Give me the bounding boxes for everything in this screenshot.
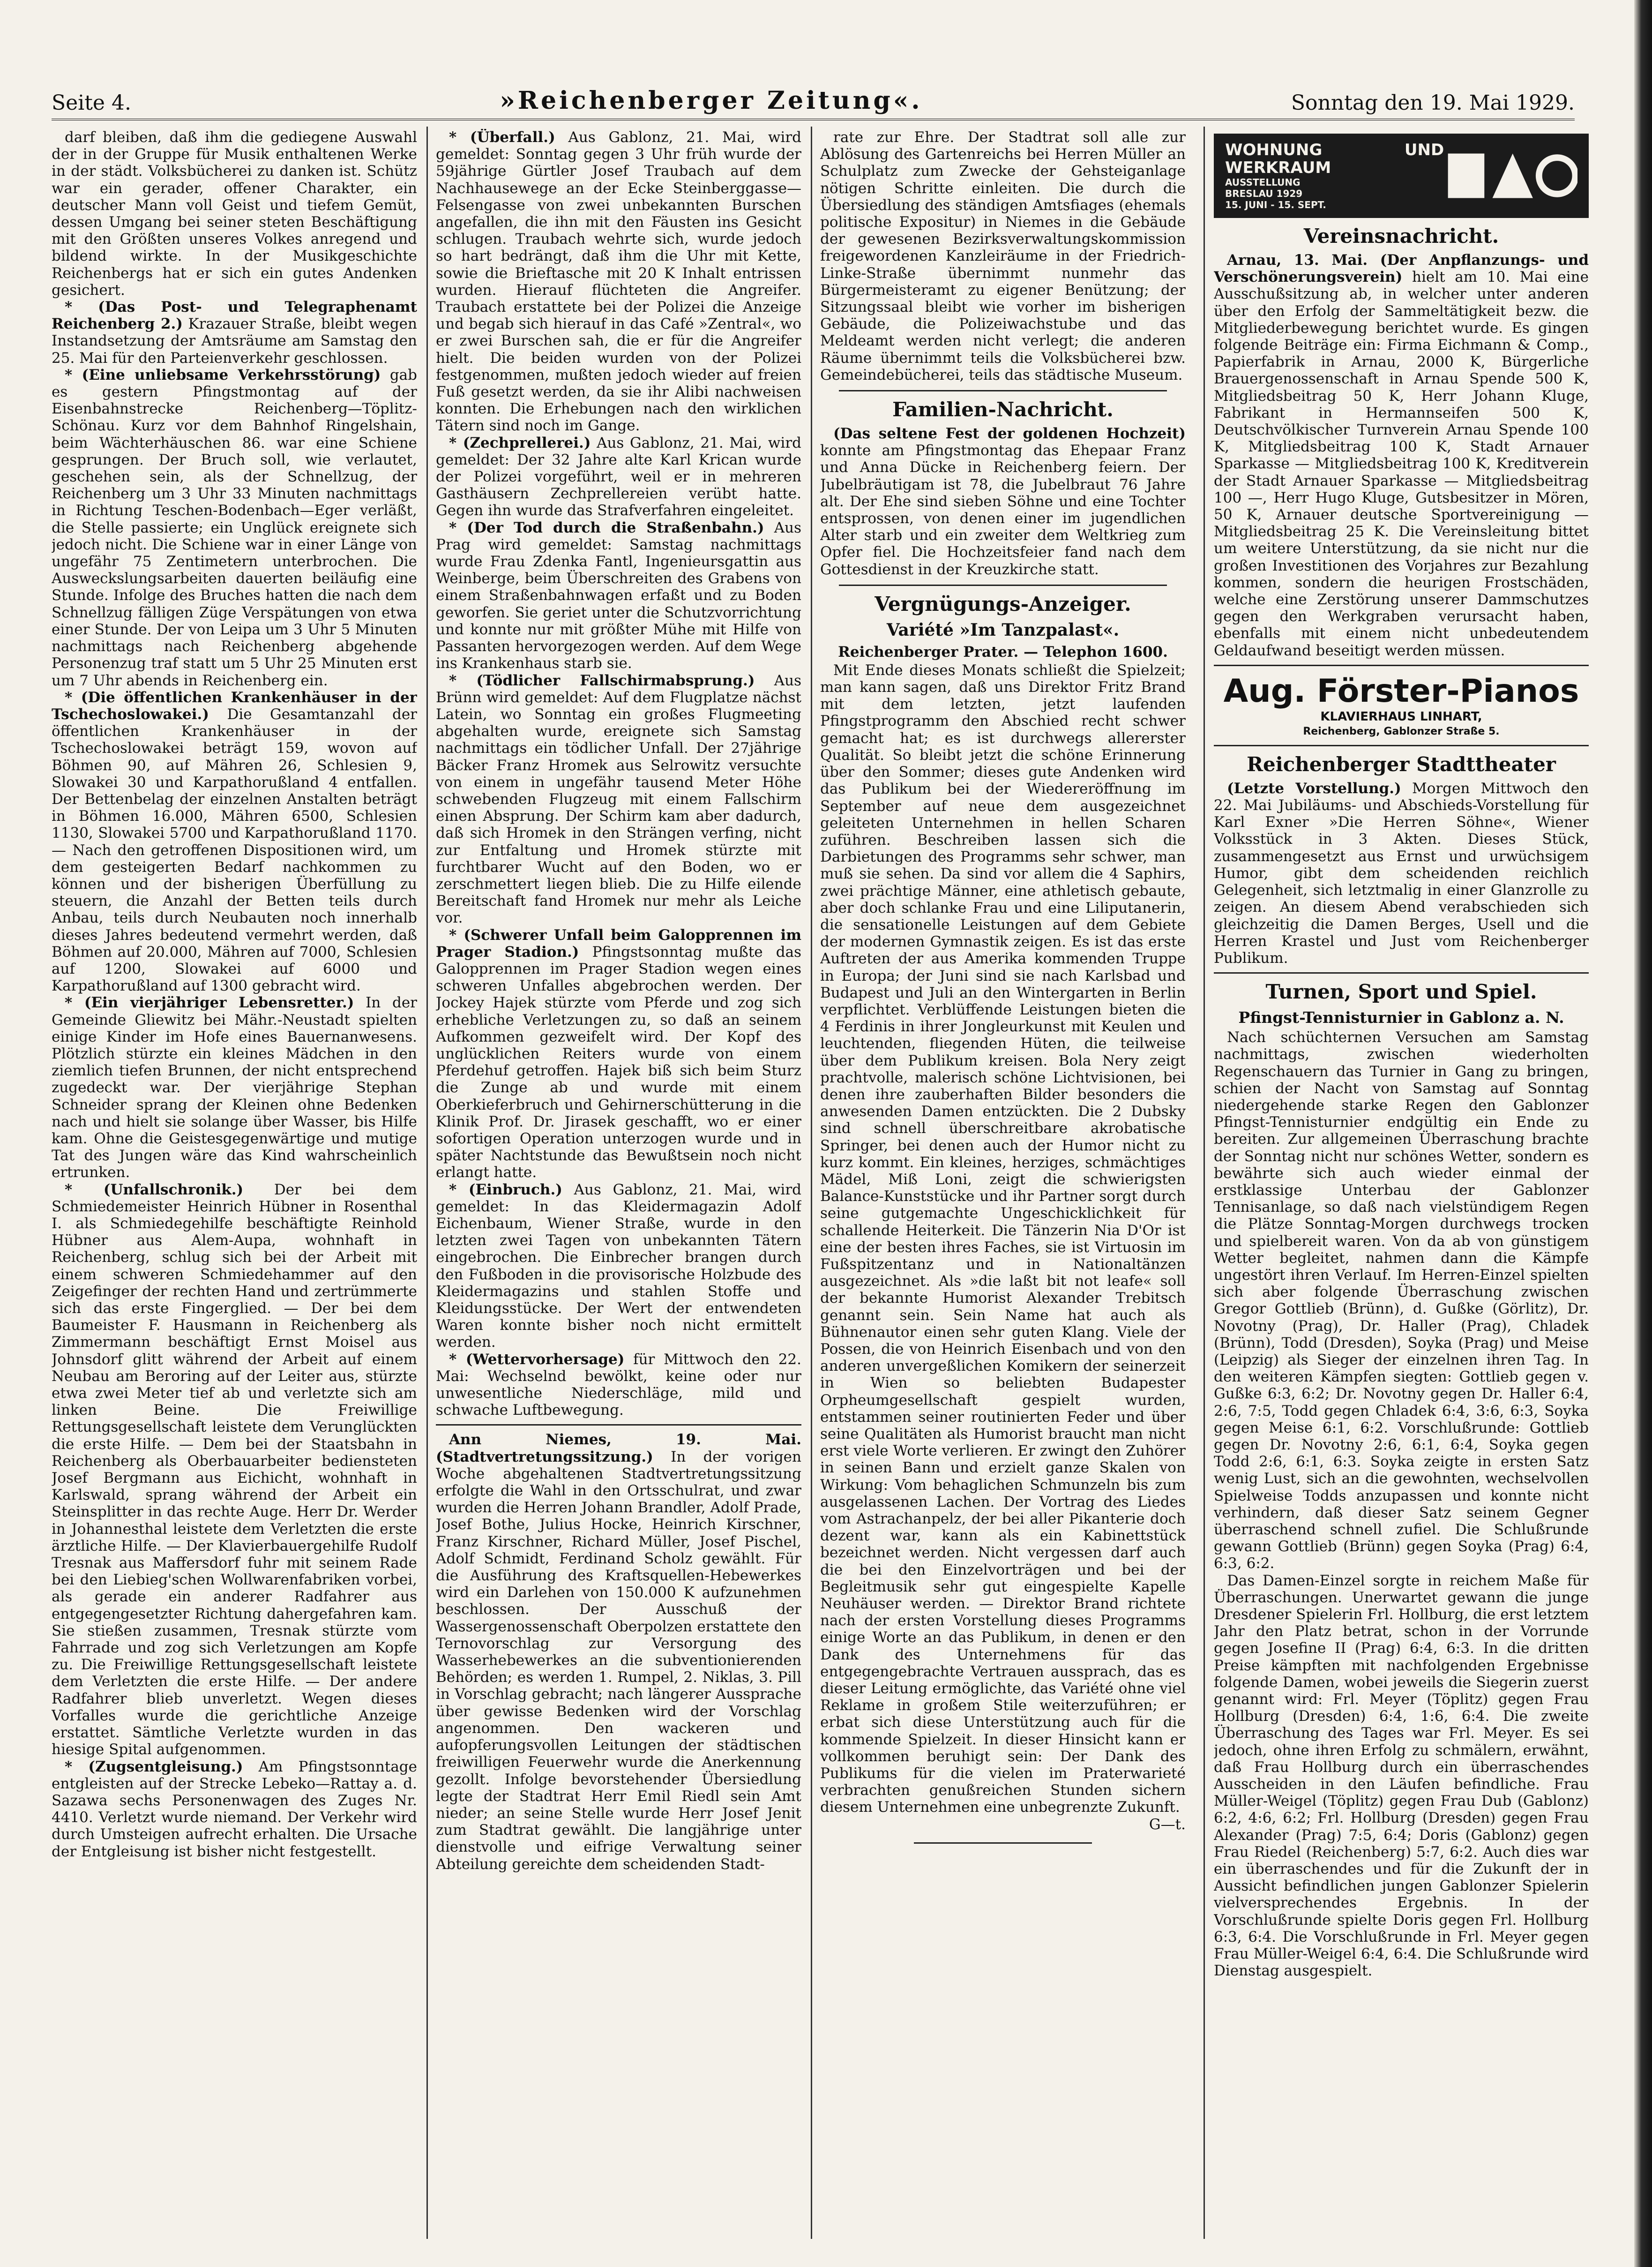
- article-headline: Ann Niemes, 19. Mai. (Stadtvertretungssitzung.): [436, 1431, 801, 1465]
- article-headline: * (Überfall.): [449, 129, 555, 146]
- article-text: Aus Prag wird gemeldet: Samstag nachmittags wurde Frau Zdenka Fantl, Ingenieursgattin aus Weinberge, beim Überschreiten des Grabens von einem Straßenbahnwagen erfaßt und zu Boden geworfen. Sie geriet unter die Schutzvorrichtung und konnte nur mit größter Mühe mit Hilfe von Passanten hervorgezogen werden. Auf dem Wege ins Krankenhaus starb sie.: [436, 519, 801, 672]
- section-title: Familien-Nachricht.: [892, 398, 1114, 421]
- article-text: In der vorigen Woche abgehaltenen Stadtvertretungssitzung erfolgte die Wahl in den Ortsschulrat, und zwar wurden die Herren Johann Brandler, Adolf Prade, Josef Bothe, Julius Hocke, Heinrich Kirschner, Franz Kirschner, Richard Müller, Josef Pischel, Adolf Schmidt, Ferdinand Scholz gewählt. Für die Ausführung des Kraftsquellen-Hebewerkes wird ein Darlehen von 150.000 K aufzunehmen beschlossen. Der Ausschuß der Wassergenossenschaft Oberpolzen erstattete den Ternovorschlag zur Versorgung des Wasserhebewerkes an die subventionierenden Behörden; es werden 1. Rumpel, 2. Niklas, 3. Pill in Vorschlag gebracht; nach längerer Aussprache über gewisse Bedenken wird der Vorschlag angenommen. Den wackeren und aufopferungsvollen Leitungen der städtischen freiwilligen Feuerwehr wurde die Anerkennung gezollt. Infolge bevorstehender Übersiedlung legte der Stadtrat Herr Emil Riedl sein Amt nieder; an seine Stelle wurde Herr Josef Jenit zum Stadtrat gewählt. Die langjährige unter dienstvolle und eifrige Verwaltung seiner Abteilung gereichte dem scheidenden Stadt-: [436, 1448, 801, 1873]
- article-text: hielt am 10. Mai eine Ausschußsitzung ab, in welcher unter anderen über den Erfolg der Sammeltätigkeit bezw. die Mitgliederbewegung berichtet wurde. Es gingen folgende Beiträge ein: Firma Eichmann & Comp., Papierfabrik in Arnau, 2000 K, Bürgerliche Brauergenossenschaft in Arnau Spende 500 K, Mitgliedsbeitrag 50 K, Herr Johann Kluge, Fabrikant in Hermannseifen 500 K, Deutschvölkischer Turnverein Arnau Spende 100 K, Mitgliedsbeitrag 100 K, Stadt Arnauer Sparkasse — Mitgliedsbeitrag 100 K, Kreditverein der Stadt Arnauer Sparkasse — Mitgliedsbeitrag 100 —, Herr Hugo Kluge, Gutsbesitzer in Mören, 50 K, Arnauer deutsche Sportvereinigung — Mitgliedsbeitrag 25 K. Die Vereinsleitung bittet um weitere Unterstützung, da sie nicht nur die großen Investitionen des Vorjahres zur Bezahlung kommen, sondern die heurigen Frostschäden, welche eine Zerstörung unserer Dammschutzes gegen den Werkgraben verursacht haben, ebenfalls mit einem nicht unbedeutendem Geldaufwand beseitigt werden müssen.: [1214, 269, 1589, 659]
- article: [1214, 780, 1589, 967]
- ad-line: BRESLAU 1929: [1225, 188, 1303, 199]
- article-headline: * (Das Post- und Telegraphenamt Reichenberg 2.): [52, 299, 417, 333]
- divider: [1214, 665, 1589, 666]
- column-3: [820, 129, 1186, 2239]
- article-text: Aus Gablonz, 21. Mai, wird gemeldet: In das Kleidermagazin Adolf Eichenbaum, Wiener Straße, wurde in den letzten zwei Tagen von unbekannten Tätern eingebrochen. Die Einbrecher brangen durch den Fußboden in die provisorische Holzbude des Kleidermagazins und stahlen Stoffe und Kleidungsstücke. Der Wert der entwendeten Waren konnte bisher noch nicht ermittelt werden.: [436, 1181, 801, 1351]
- ad-line: AUSSTELLUNG: [1225, 177, 1301, 188]
- article-headline: * (Zugsentgleisung.): [65, 1758, 243, 1775]
- article: [436, 927, 801, 1181]
- exhibition-advertisement: [1214, 134, 1589, 218]
- section-title: Turnen, Sport und Spiel.: [1265, 980, 1537, 1004]
- article: [436, 672, 801, 927]
- article-text: Nach schüchternen Versuchen am Samstag nachmittags, zwischen wiederholten Regenschauern das Turnier in Gang zu bringen, schien der Nacht von Samstag auf Sonntag niedergehende starke Regen den Gablonzer Pfingst-Tennisturnier endgültig ein Ende zu bereiten. Zur allgemeinen Überraschung brachte der Sonntag nicht nur schönes Wetter, sondern es bewährte sich auch wieder einmal der erstklassige Unterbau der Gablonzer Tennisanlage, so daß nach vielstündigem Regen die Plätze Sonntag-Morgen durchwegs trocken und spielbereit waren. Von da ab von günstigem Wetter begleitet, nahmen dann die Kämpfe ungestört ihren Verlauf. Im Herren-Einzel spielten sich aber folgende Überraschung zwischen Gregor Gottlieb (Brünn), d. Gußke (Görlitz), Dr. Novotny (Prag), Dr. Haller (Prag), Chladek (Brünn), Todd (Dresden), Soyka (Prag) und Meise (Leipzig) als Sieger der einzelnen ihren Tag. In den weiteren Kämpfen siegten: Gottlieb gegen v. Gußke 6:3, 6:2; Dr. Novotny gegen Dr. Haller 6:4, 2:6, 7:5, Todd gegen Chladek 6:4, 3:6, 6:3, Soyka gegen Meise 6:1, 6:2. Vorschlußrunde: Gottlieb gegen Dr. Novotny 2:6, 6:1, 6:4, Soyka gegen Todd 2:6, 6:1, 6:3. Soyka zeigte in ersten Satz wenig Lust, sich an die gewohnten, wechselvollen Spielweise Todds anzupassen und konnte nicht verhindern, daß dieser Satz seinem Gegner überraschend schnell zufiel. Die Schlußrunde gewann Gottlieb (Brünn) gegen Soyka (Prag) 6:4, 6:3, 6:2.: [1214, 1029, 1589, 1572]
- article-text: Das Damen-Einzel sorgte in reichem Maße für Überraschungen. Unerwartet gewann die junge Dresdener Spielerin Frl. Hollburg, die erst letztem Jahr den Platz betrat, schon in der Vorrunde gegen Josefine II (Prag) 6:4, 6:3. In die dritten Preise kämpften mit nachfolgenden Ergebnisse folgende Damen, wobei jeweils die Siegerin zuerst genannt wird: Frl. Meyer (Töplitz) gegen Frau Hollburg (Dresden) 6:4, 1:6, 6:4. Die zweite Überraschung des Tages war Frl. Meyer. Es sei jedoch, ohne ihren Erfolg zu schmälern, erwähnt, daß Frau Hollburg durch ein überraschendes Ausscheiden in den Läufen befindliche. Frau Müller-Weigel (Töplitz) gegen Frau Dub (Gablonz) 6:2, 4:6, 6:2; Frl. Hollburg (Dresden) gegen Frau Alexander (Prag) 7:5, 6:4; Doris (Gablonz) gegen Frau Riedel (Reichenberg) 5:7, 6:2. Auch dies war ein überraschendes und für die Zukunft der in Aussicht befindlichen jungen Gablonzer Spielerin vielversprechendes Ergebnis. In der Vorschlußrunde spielte Doris gegen Frl. Hollburg 6:3, 6:4. Die Vorschlußrunde in Frl. Meyer gegen Frau Müller-Weigel 6:4, 6:4. Die Schlußrunde wird Dienstag ausgespielt.: [1214, 1572, 1589, 1980]
- column-2: [436, 129, 801, 2239]
- scan-edge: [1634, 0, 1652, 2267]
- column-rule: [1203, 127, 1205, 2239]
- article: [436, 519, 801, 672]
- article-headline: * (Unfallschronik.): [65, 1181, 244, 1198]
- section-subtitle: Reichenberger Prater. — Telephon 1600.: [838, 643, 1168, 661]
- column-rule: [426, 127, 428, 2239]
- article: [52, 689, 417, 995]
- ad-text: [1225, 141, 1444, 210]
- article: [52, 129, 417, 299]
- ad-line: KLAVIERHAUS LINHART,: [1320, 709, 1482, 724]
- article-text: Aus Gablonz, 21. Mai, wird gemeldet: Sonntag gegen 3 Uhr früh wurde der 59jährige Gürtler Josef Traubach auf dem Nachhausewege an der Ecke Steinberggasse—Felsengasse von zwei unbekannten Burschen angefallen, die ihn mit den Fäusten ins Gesicht schlugen. Traubach wehrte sich, wurde jedoch so hart bedrängt, daß ihm die Uhr mit Kette, sowie die Brieftasche mit 20 K Inhalt entrissen wurden. Hierauf flüchteten die Angreifer. Traubach erstattete bei der Polizei die Anzeige und begab sich hierauf in das Café »Zentral«, wo er zwei Burschen sah, die er für die Angreifer hielt. Die beiden wurden von der Polizei festgenommen, mußten jedoch wieder auf freien Fuß gesetzt werden, da sie ihr Alibi nachweisen konnten. Die Erhebungen nach den wirklichen Tätern sind noch im Gange.: [436, 129, 801, 435]
- ad-line: 15. JUNI - 15. SEPT.: [1225, 199, 1326, 210]
- article-text: Die Gesamtanzahl der öffentlichen Krankenhäuser in der Tschechoslowakei beträgt 159, wovon auf Böhmen 90, auf Mähren 26, Schlesien 9, Slowakei 30 und Karpathorußland 4 entfallen. Der Bettenbelag der einzelnen Anstalten beträgt in Böhmen 16.000, Mähren 6500, Schlesien 1130, Slowakei 5700 und Karpathorußland 1170. — Nach den getroffenen Dispositionen wird, um dem gesteigerten Bedarf nachkommen zu können und der bisherigen Überfüllung zu steuern, die Anzahl der Betten teils durch Anbau, teils durch Neubauten noch innerhalb dieses Jahres bedeutend vermehrt werden, daß Böhmen auf 20.000, Mähren auf 7000, Schlesien auf 1200, Slowakei auf 6000 und Karpathorußland auf 1300 gebracht wird.: [52, 706, 417, 995]
- article-headline: * (Der Tod durch die Straßenbahn.): [449, 519, 764, 536]
- article-text: gab es gestern Pfingstmontag auf der Eisenbahnstrecke Reichenberg—Töplitz-Schönau. Kurz vor dem Bahnhof Ringelshain, beim Wächterhäuschen 86. war eine Schiene gesprungen. Der Bruch soll, wie verlautet, geschehen sein, als der Schnellzug, der Reichenberg um 3 Uhr 33 Minuten nachmittags in Richtung Teschen-Bodenbach—Eger verläßt, die Stelle passierte; ein Unglück ereignete sich jedoch nicht. Die Schiene war in einer Länge von ungefähr 75 Zentimetern unterbrochen. Die Ausweckslungsarbeiten dauerten beiläufig eine Stunde. Infolge des Bruches hatten die nach dem Schnellzug fälligen Züge Verspätungen von etwa einer Stunde. Der von Leipa um 3 Uhr 5 Minuten nachmittags nach Reichenberg abgehende Personenzug traf statt um 5 Uhr 25 Minuten erst um 7 Uhr abends in Reichenberg ein.: [52, 366, 417, 689]
- section-title: Vereinsnachricht.: [1303, 225, 1499, 248]
- article-text: darf bleiben, daß ihm die gediegene Auswahl der in der Gruppe für Musik enthaltenen Werke in der städt. Volksbücherei zu danken ist. Schütz war ein gerader, offener Charakter, ein deutscher Mann voll Geist und tiefem Gemüt, dessen Umgang bei seiner steten Beschäftigung mit den Größten unseres Volkes anregend und bildend wirkte. In der Musikgeschichte Reichenbergs hat er sich ein gutes Andenken gesichert.: [52, 129, 417, 299]
- section-subtitle: Pfingst-Tennisturnier in Gablonz a. N.: [1238, 1008, 1564, 1027]
- section-title: Reichenberger Stadttheater: [1247, 752, 1556, 776]
- divider: [914, 1842, 1092, 1844]
- article-text: Aus Gablonz, 21. Mai, wird gemeldet: Der 32 Jahre alte Karl Krican wurde der Polizei vorgeführt, weil er in mehreren Gasthäusern Zechprellereien verübt hatte. Gegen ihn wurde das Strafverfahren eingeleitet.: [436, 434, 801, 519]
- masthead: »Reichenberger Zeitung«.: [500, 86, 923, 115]
- article: [820, 662, 1186, 1816]
- article-headline: * (Wettervorhersage): [449, 1351, 625, 1368]
- article-text: Morgen Mittwoch den 22. Mai Jubiläums- und Abschieds-Vorstellung für Karl Exner »Die Herren Söhne«, Wiener Volksstück in 3 Akten. Dieses Stück, zusammengesetzt aus Ernst und urwüchsigem Humor, gibt dem scheidenden reichlich Gelegenheit, sich letztmalig in einer Glanzrolle zu zeigen. An diesem Abend verabschieden sich gleichzeitig die Damen Berges, Usell und die Herren Krastel und Just vom Reichenberger Publikum.: [1214, 780, 1589, 967]
- article: [436, 1431, 801, 1872]
- divider: [1214, 972, 1589, 974]
- article-text: Mit Ende dieses Monats schließt die Spielzeit; man kann sagen, daß uns Direktor Fritz Brand mit dem letzten, jetzt laufenden Pfingstprogramm den Abschied recht schwer gemacht hat; es ist durchwegs allererster Qualität. So bleibt jetzt die schöne Erinnerung über den Sommer; dieses gute Andenken wird das Publikum bei der Wiedereröffnung im September auf neue dem ausgezeichnet geleiteten Unternehmen in hellen Scharen zuführen. Beschreiben lassen sich die Darbietungen des Programms sehr schwer, man muß sie sehen. Da sind vor allem die 4 Saphirs, zwei prächtige Männer, eine athletisch gebaute, aber doch schlanke Frau und eine Liliputanerin, die sensationelle Leistungen auf dem Gebiete der modernen Gymnastik zeigen. Es ist das erste Auftreten der aus Amerika kommenden Truppe in Europa; der Juni sind sie nach Karlsbad und Budapest und Juli an den Wintergarten in Berlin verpflichtet. Verblüffende Leistungen bieten die 4 Ferdinis in ihrer Jongleurkunst mit Keulen und leuchtenden, fliegenden Hüten, die teilweise über dem Publikum kreisen. Bola Nery zeigt prachtvolle, malerisch schöne Lichtvisionen, bei denen ihre zauberhaften Bilder besonders die anwesenden Damen entzückten. Die 2 Dubsky sind schnell überschreitbare akrobatische Springer, bei denen auch der Humor nicht zu kurz kommt. Ein kleines, herziges, schmächtiges Mädel, Miß Loni, zeigt die schwierigsten Balance-Kunststücke und ihr Partner sorgt durch seine gutgemachte Ungeschicklichkeit für schallende Heiterkeit. Die Tänzerin Nia D'Or ist eine der besten ihres Faches, sie ist Virtuosin im Fußspitzentanz und in Nationaltänzen ausgezeichnet. Als »die laßt bit not leafe« soll der bekannte Humorist Alexander Trebitsch genannt sein. Sein Name hat auch als Bühnenautor einen sehr guten Klang. Viele der Possen, die von Heinrich Eisenbach und von den anderen unvergeßlichen Komikern der seinerzeit in Wien so beliebten Budapester Orpheumgesellschaft gespielt wurden, entstammen seiner routinierten Feder und über seine Qualitäten als Humorist braucht man nicht erst viele Worte verlieren. Er zwingt den Zuhörer in seinen Bann und erzielt ganze Skalen von Wirkung: Vom behaglichen Schmunzeln bis zum ausgelassenen Lachen. Der Vortrag des Liedes vom Astrachanpelz, der bei aller Pikanterie doch dezent war, kann als ein Kabinettstück bezeichnet werden. Nicht vergessen darf auch die bei den Einzelvorträgen und bei der Begleitmusik sehr gut eingespielte Kapelle Neuhäuser werden. — Direktor Brand richtete nach der ersten Vorstellung dieses Programms einige Worte an das Publikum, in denen er den Dank des Unternehmens für das entgegengebrachte Vertrauen aussprach, das es dieser Leitung ermöglichte, das Variété ohne viel Reklame in großem Stile weiterzuführen; er erbat sich diese Unterstützung auch für die kommende Spielzeit. In dieser Hinsicht kann er vollkommen beruhigt sein: Der Dank des Publikums für die vielen im Praterwarieté verbrachten genußreichen Stunden sichern diesem Unternehmen eine unbegrenzte Zukunft.: [820, 661, 1186, 1816]
- article-text: konnte am Pfingstmontag das Ehepaar Franz und Anna Dücke in Reichenberg feiern. Der Jubelbräutigam ist 78, die Jubelbraut 76 Jahre alt. Der Ehe sind sieben Söhne und eine Tochter entsprossen, von denen einer im jugendlichen Alter starb und ein zweiter dem Weltkrieg zum Opfer fiel. Die Hochzeitsfeier fand nach dem Gottesdienst in der Kreuzkirche statt.: [820, 442, 1186, 578]
- article-text: für Mittwoch den 22. Mai: Wechselnd bewölkt, keine oder nur unwesentliche Niederschläge, mild und schwache Luftbewegung.: [436, 1351, 801, 1419]
- article: [1214, 1029, 1589, 1572]
- article: [52, 1181, 417, 1758]
- column-4: [1214, 129, 1589, 2239]
- piano-advertisement: [1214, 674, 1589, 739]
- exhibition-logo-icon: [1444, 141, 1577, 211]
- article: [52, 367, 417, 689]
- article: [52, 1758, 417, 1860]
- article-text: Pfingstsonntag mußte das Galopprennen im Prager Stadion wegen eines schweren Unfalles abgebrochen werden. Der Jockey Hajek stürzte vom Pferde und zog sich erhebliche Verletzungen zu, so daß an seinem Aufkommen gezweifelt wird. Der Kopf des unglücklichen Reiters wurde von einem Pferdehuf getroffen. Hajek biß sich beim Sturz die Zunge ab und wurde mit einem Oberkieferbruch und Gehirnerschütterung in die Klinik Prof. Dr. Jirasek geschafft, wo er einer sofortigen Operation unterzogen wurde und in später Nachtstunde das Bewußtsein noch nicht erlangt hatte.: [436, 943, 801, 1181]
- ad-address: Reichenberg, Gablonzer Straße 5.: [1303, 725, 1500, 737]
- article-text: Am Pfingstsonntage entgleisten auf der Strecke Lebeko—Rattay a. d. Sazawa sechs Personenwagen des Zuges Nr. 4410. Verletzt wurde niemand. Der Verkehr wird durch Umsteigen aufrecht erhalten. Die Ursache der Entgleisung ist bisher nicht festgestellt.: [52, 1758, 417, 1860]
- author-signature: G—t.: [1149, 1816, 1186, 1833]
- article-text: Aus Brünn wird gemeldet: Auf dem Flugplatze nächst Latein, wo Sonntag ein großes Flugmeeting abgehalten wurde, ereignete sich Samstag nachmittags ein tödlicher Unfall. Der 27jährige Bäcker Franz Hromek aus Selrowitz versuchte von einem in ungefähr tausend Meter Höhe schwebenden Flugzeug mit einem Fallschirm einen Absprung. Der Schirm kam aber dadurch, daß sich Hromek in den Strängen verfing, nicht zur Entfaltung und Hromek stürzte mit furchtbarer Wucht auf den Boden, wo er zerschmettert liegen blieb. Die zu Hilfe eilende Bereitschaft fand Hromek nur mehr als Leiche vor.: [436, 672, 801, 927]
- page-header: [52, 82, 1575, 120]
- article: [1214, 1572, 1589, 1980]
- column-1: [52, 129, 417, 2239]
- divider: [1214, 745, 1589, 746]
- column-rule: [811, 127, 812, 2239]
- article: [436, 129, 801, 435]
- article-text: In der Gemeinde Gliewitz bei Mähr.-Neustadt spielten einige Kinder im Hofe eines Bauernanwesens. Plötzlich stürzte ein kleines Mädchen in den ziemlich tiefen Brunnen, der nicht entsprechend zugedeckt war. Der vierjährige Stephan Schneider sprang der Kleinen ohne Bedenken nach und hielt sie solange über Wasser, bis Hilfe kam. Ohne die Geistesgegenwärtige und mutige Tat des Jungen wäre das Kind wahrscheinlich ertrunken.: [52, 994, 417, 1181]
- issue-date: Sonntag den 19. Mai 1929.: [1291, 91, 1575, 115]
- article-headline: * (Schwerer Unfall beim Galopprennen im Prager Stadion.): [436, 926, 801, 961]
- article: [820, 425, 1186, 578]
- article: [1214, 252, 1589, 659]
- section-title: Vergnügungs-Anzeiger.: [875, 592, 1131, 616]
- article-headline: (Das seltene Fest der goldenen Hochzeit): [833, 425, 1186, 443]
- ad-line: WOHNUNG UND WERKRAUM: [1225, 141, 1444, 177]
- article-headline: (Letzte Vorstellung.): [1227, 780, 1401, 797]
- article-text: Krazauer Straße, bleibt wegen Instandsetzung der Amtsräume am Samstag den 25. Mai für den Parteienverkehr geschlossen.: [52, 315, 417, 367]
- divider: [839, 585, 1167, 586]
- article-headline: * (Zechprellerei.): [449, 434, 591, 451]
- page-number: Seite 4.: [52, 91, 131, 115]
- article-headline: * (Tödlicher Fallschirmabsprung.): [449, 672, 755, 689]
- divider: [436, 1424, 801, 1426]
- article-headline: * (Einbruch.): [449, 1181, 562, 1198]
- article: [436, 1351, 801, 1419]
- article-headline: Arnau, 13. Mai. (Der Anpflanzungs- und Verschönerungsverein): [1214, 252, 1589, 286]
- section-subtitle: Variété »Im Tanzpalast«.: [886, 620, 1120, 640]
- article: [52, 994, 417, 1181]
- article-text: rate zur Ehre. Der Stadtrat soll alle zur Ablösung des Gartenreichs bei Herren Müller an Schulplatz zum Zwecke der Gehsteiganlage nötigen Schritte einleiten. Die durch die Übersiedlung des ständigen Amtsfiages (ehemals politische Expositur) in Niemes in die Gebäude der gewesenen Bezirksverwaltungskommission freigewordenen Kanzleiräume in der Friedrich-Linke-Straße übernimmt nunmehr das Bürgermeisteramt zu eigener Benützung; der Sitzungssaal bleibt wie vorher im bisherigen Gebäude, die Polizeiwachstube und das Meldeamt werden nicht verlegt; die anderen Räume übernimmt teils die Volksbücherei bzw. Gemeindebücherei, teils das städtische Museum.: [820, 129, 1186, 383]
- article-headline: * (Eine unliebsame Verkehrsstörung): [65, 366, 381, 383]
- ad-headline: Aug. Förster-Pianos: [1223, 672, 1579, 710]
- article: [436, 1181, 801, 1351]
- article-text: Der bei dem Schmiedemeister Heinrich Hübner in Rosenthal I. als Schmiedegehilfe beschäftigte Reinhold Hübner aus Alem-Aupa, wohnhaft in Reichenberg, schlug sich bei der Arbeit mit einem schweren Schmiedehammer auf den Zeigefinger der rechten Hand und zertrümmerte sich das erste Fingerglied. — Der bei dem Baumeister F. Hausmann in Reichenberg als Zimmermann beschäftigt Ernst Moisel aus Johnsdorf glitt während der Arbeit auf einem Neubau am Beroring auf der Leiter aus, stürzte etwa zwei Meter tief ab und verletzte sich am linken Beine. Die Freiwillige Rettungsgesellschaft leistete dem Verunglückten die erste Hilfe. — Dem bei der Staatsbahn in Reichenberg als Oberbauarbeiter bediensteten Josef Bergmann aus Eichicht, wohnhaft in Karlswald, sprang während der Arbeit ein Steinsplitter in das rechte Auge. Herr Dr. Werder in Johannesthal leistete dem Verletzten die erste ärztliche Hilfe. — Der Klavierbauergehilfe Rudolf Tresnak aus Maffersdorf fuhr mit seinem Rade bei den Liebieg'schen Wollwarenfabriken vorbei, als gerade ein anderer Radfahrer aus entgegengesetzter Richtung dahergefahren kam. Sie stießen zusammen, Tresnak stürzte vom Fahrrade und zog sich Verletzungen am Kopfe zu. Die Freiwillige Rettungsgesellschaft leistete dem Verletzten die erste Hilfe. — Der andere Radfahrer blieb unverletzt. Wegen dieses Vorfalles wurde die gerichtliche Anzeige erstattet. Sämtliche Verletzte wurden in das hiesige Spital aufgenommen.: [52, 1181, 417, 1758]
- article-headline: * (Die öffentlichen Krankenhäuser in der Tschechoslowakei.): [52, 689, 417, 723]
- article: [52, 299, 417, 367]
- article: [820, 129, 1186, 383]
- article-headline: * (Ein vierjähriger Lebensretter.): [65, 994, 354, 1012]
- divider: [839, 390, 1167, 391]
- article: [436, 435, 801, 519]
